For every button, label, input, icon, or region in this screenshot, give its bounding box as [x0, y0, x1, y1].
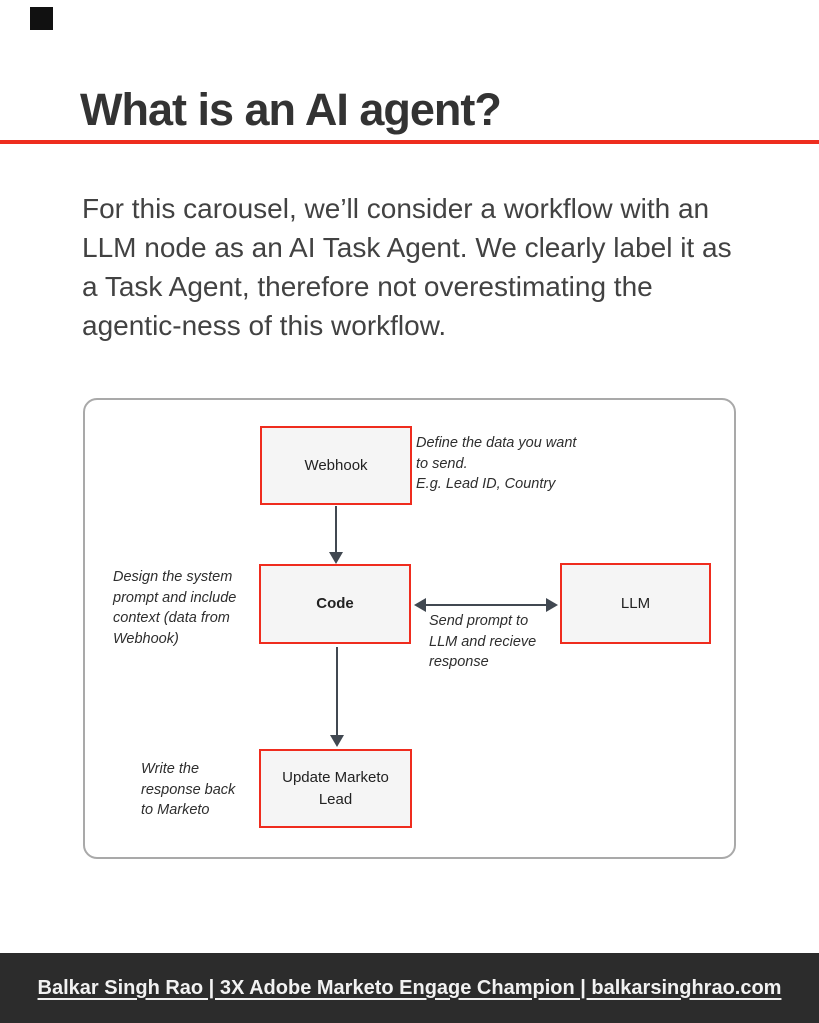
- flow-node-label: Webhook: [304, 456, 368, 474]
- flow-node-webhook: [260, 426, 412, 505]
- flow-node-llm: [560, 563, 711, 644]
- footer-credit-link[interactable]: Balkar Singh Rao | 3X Adobe Marketo Engage Champion | balkarsinghrao.com: [37, 976, 782, 999]
- intro-line: LLM node as an AI Task Agent. We clearly label it as: [82, 232, 732, 263]
- flow-node-code: [259, 564, 411, 644]
- arrow-down-icon: [329, 506, 343, 564]
- arrow-down-icon: [330, 647, 344, 747]
- flow-node-update-marketo-lead: [259, 749, 412, 828]
- workflow-diagram: [83, 398, 736, 859]
- title-divider: [0, 140, 819, 144]
- left-right-arrow-icon: [414, 598, 558, 612]
- flow-node-label: Update Marketo Lead: [282, 768, 389, 808]
- intro-line: For this carousel, we’ll consider a workflow with an: [82, 193, 710, 224]
- annotation-send-prompt: Send prompt to LLM and recieve response: [429, 613, 537, 670]
- annotation-define-data: Define the data you want to send. E.g. Lead ID, Country: [416, 435, 577, 492]
- intro-paragraph: [82, 189, 762, 345]
- page-title: What is an AI agent?: [80, 84, 501, 135]
- footer-bar: [0, 953, 819, 1023]
- intro-line: agentic-ness of this workflow.: [82, 310, 447, 341]
- flow-node-label: LLM: [620, 594, 651, 612]
- intro-line: a Task Agent, therefore not overestimating the: [82, 271, 653, 302]
- annotation-write-response: Write the response back to Marketo: [141, 761, 236, 818]
- logo-mark: [30, 7, 53, 30]
- annotation-design-prompt: Design the system prompt and include context (data from Webhook): [113, 569, 237, 647]
- flow-node-label: Code: [316, 595, 354, 612]
